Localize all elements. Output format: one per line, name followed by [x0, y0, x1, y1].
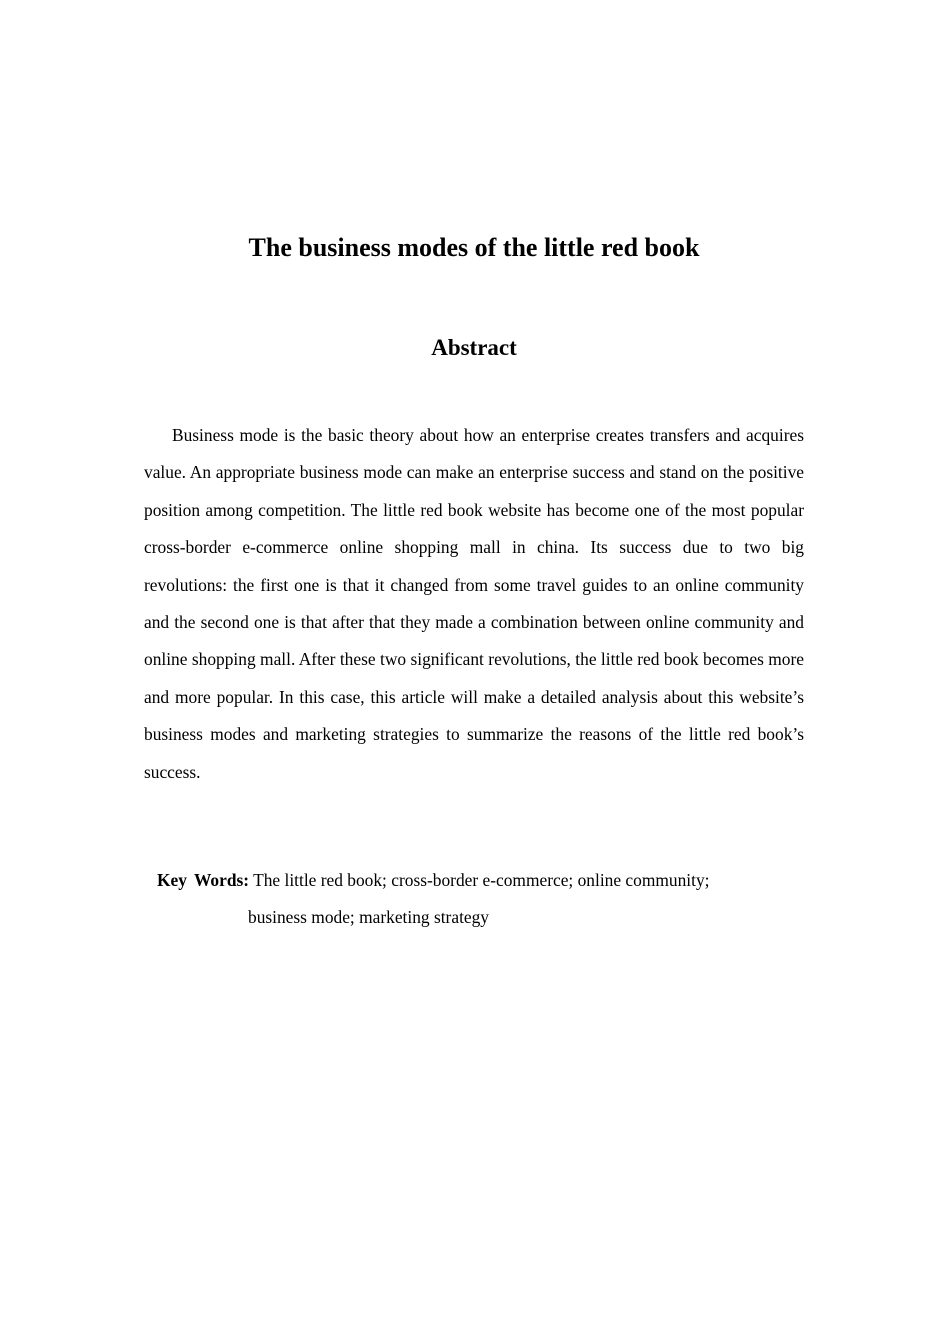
- abstract-paragraph: Business mode is the basic theory about how an enterprise creates transfers and acquires value. An appropriate business mode can make an enterprise success and stand on the positive position among competition. The little red book website has become one of the most popular cross-border e-commerce online shopping mall in china. Its success due to two big revolutions: the first one is that it changed from some travel guides to an online community and the second one is that after that they made a combination between online community and online shopping mall. After these two significant revolutions, the little red book becomes more and more popular. In this case, this article will make a detailed analysis about this website’s business modes and marketing strategies to summarize the reasons of the little red book’s success.: [144, 425, 804, 782]
- keywords-label: Key Words:: [157, 870, 250, 890]
- keywords-list-part1: The little red book; cross-border e-commerce; online community;: [253, 870, 710, 890]
- abstract-heading: Abstract: [431, 335, 517, 360]
- keywords-line: [157, 862, 804, 899]
- paper-title: The business modes of the little red book: [248, 233, 700, 262]
- keywords-list-part2: business mode; marketing strategy: [248, 907, 490, 927]
